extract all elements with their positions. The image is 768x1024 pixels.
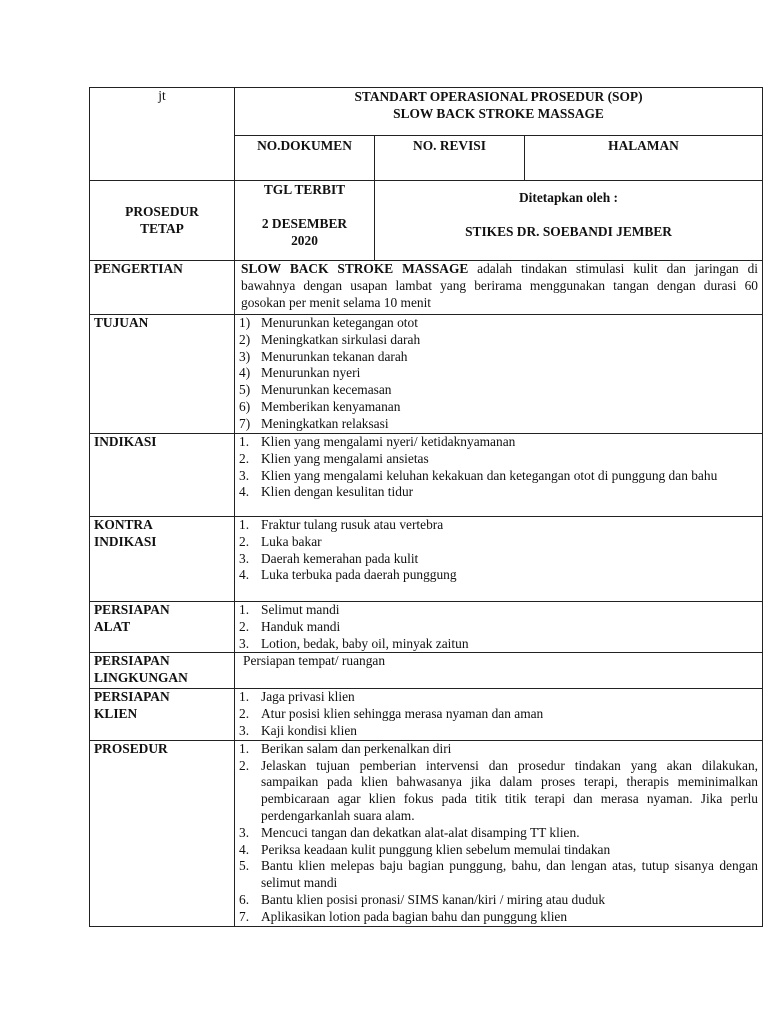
list-item-number: 1. xyxy=(239,434,250,449)
list-item xyxy=(239,636,758,653)
list-item xyxy=(239,842,758,859)
list-item xyxy=(239,706,758,723)
list-item-number: 4. xyxy=(239,484,250,500)
list-item-text: Menurunkan nyeri xyxy=(261,365,361,381)
list-item-number: 4. xyxy=(239,841,250,857)
list-item xyxy=(239,858,758,892)
list-item-number: 2) xyxy=(239,331,251,347)
list-item-number: 1. xyxy=(239,740,250,756)
list-item xyxy=(239,723,758,740)
list-item-number: 3. xyxy=(239,824,250,840)
list-item xyxy=(239,434,758,451)
list-item-number: 3. xyxy=(239,635,250,651)
list-item-number: 6) xyxy=(239,398,251,414)
list-item xyxy=(239,484,758,501)
list-item-number: 1. xyxy=(239,689,250,705)
list-item-text: Aplikasikan lotion pada bagian bahu dan punggung klien xyxy=(261,908,568,924)
list-item xyxy=(239,517,758,534)
list-item-number: 6. xyxy=(239,891,250,907)
pengertian-label: PENGERTIAN xyxy=(94,261,183,276)
indikasi-label: INDIKASI xyxy=(94,434,157,449)
list-item-text: Klien yang mengalami nyeri/ ketidaknyamanan xyxy=(261,434,516,449)
no-revisi-label: NO. REVISI xyxy=(413,138,486,153)
list-item-text: Jelaskan tujuan pemberian intervensi dan prosedur tindakan yang akan dilakukan, sampaikan pada klien bahwasanya jika dalam proses terapi, therapis meminimalkan pembicaraan agar klien fokus pada titik titik terapi dan merasa nyaman. Jika perlu perdengarkanlah suara alam. xyxy=(261,757,758,823)
no-dokumen-label: NO.DOKUMEN xyxy=(257,138,352,153)
list-item-text: Meningkatkan sirkulasi darah xyxy=(261,331,421,347)
klien-label: PERSIAPAN KLIEN xyxy=(94,689,170,722)
prosedur-label: PROSEDUR xyxy=(94,740,168,756)
prosedur-tetap-label: PROSEDUR TETAP xyxy=(125,203,199,236)
no-dokumen-cell xyxy=(235,136,375,181)
ditetapkan-label: Ditetapkan oleh : xyxy=(519,190,618,205)
list-item xyxy=(239,399,758,416)
list-item-number: 3. xyxy=(239,550,250,566)
ditetapkan-value: STIKES DR. SOEBANDI JEMBER xyxy=(465,223,672,239)
alat-list xyxy=(239,602,758,652)
prosedur-tetap-cell xyxy=(90,181,235,261)
title-cell xyxy=(235,88,763,136)
lingkungan-label: PERSIAPAN LINGKUNGAN xyxy=(94,653,188,686)
klien-list xyxy=(239,689,758,739)
list-item xyxy=(239,741,758,758)
list-item xyxy=(239,315,758,332)
list-item-number: 3) xyxy=(239,348,251,364)
list-item-number: 7) xyxy=(239,415,251,431)
kontra-label: KONTRA INDIKASI xyxy=(94,517,157,549)
list-item-number: 1) xyxy=(239,315,251,330)
list-item-text: Klien dengan kesulitan tidur xyxy=(261,484,414,500)
list-item xyxy=(239,909,758,926)
list-item-text: Klien yang mengalami keluhan kekakuan dan ketegangan otot di punggung dan bahu xyxy=(261,467,718,483)
list-item-number: 2. xyxy=(239,450,250,466)
list-item-number: 3. xyxy=(239,722,250,738)
indikasi-cell xyxy=(235,434,763,517)
list-item-text: Luka bakar xyxy=(261,533,322,549)
prosedur-cell xyxy=(235,740,763,926)
tujuan-label-cell xyxy=(90,315,235,434)
halaman-cell xyxy=(525,136,763,181)
list-item-text: Handuk mandi xyxy=(261,618,341,634)
tujuan-cell xyxy=(235,315,763,434)
ditetapkan-cell xyxy=(375,181,763,261)
list-item-text: Selimut mandi xyxy=(261,602,340,617)
list-item xyxy=(239,619,758,636)
tgl-terbit-cell xyxy=(235,181,375,261)
alat-label-cell xyxy=(90,602,235,653)
list-item xyxy=(239,602,758,619)
list-item xyxy=(239,689,758,706)
list-item-number: 5) xyxy=(239,382,251,398)
list-item-number: 7. xyxy=(239,908,250,924)
list-item xyxy=(239,551,758,568)
list-item xyxy=(239,365,758,382)
pengertian-term: SLOW BACK STROKE MASSAGE xyxy=(241,261,469,276)
alat-cell xyxy=(235,602,763,653)
pengertian-label-cell xyxy=(90,261,235,315)
list-item-text: Fraktur tulang rusuk atau vertebra xyxy=(261,517,444,532)
kontra-cell xyxy=(235,517,763,602)
tgl-terbit-label: TGL TERBIT xyxy=(263,182,346,197)
indikasi-list xyxy=(239,434,758,501)
list-item xyxy=(239,349,758,366)
list-item-text: Luka terbuka pada daerah punggung xyxy=(261,567,457,583)
list-item-text: Bantu klien posisi pronasi/ SIMS kanan/kiri / miring atau duduk xyxy=(261,891,606,907)
list-item xyxy=(239,416,758,433)
list-item-number: 3. xyxy=(239,467,250,483)
list-item-text: Memberikan kenyamanan xyxy=(261,398,401,414)
list-item xyxy=(239,567,758,584)
list-item-text: Mencuci tangan dan dekatkan alat-alat disamping TT klien. xyxy=(261,824,580,840)
list-item xyxy=(239,534,758,551)
kontra-label-cell xyxy=(90,517,235,602)
kontra-list xyxy=(239,517,758,584)
klien-label-cell xyxy=(90,689,235,740)
list-item-text: Jaga privasi klien xyxy=(261,689,355,705)
list-item-number: 2. xyxy=(239,533,250,549)
pengertian-cell xyxy=(235,261,763,315)
list-item-text: Menurunkan ketegangan otot xyxy=(261,315,418,330)
prosedur-list xyxy=(239,741,758,926)
sop-table xyxy=(89,87,763,927)
list-item xyxy=(239,825,758,842)
lingkungan-label-cell xyxy=(90,653,235,689)
list-item xyxy=(239,451,758,468)
list-item-number: 2. xyxy=(239,706,250,722)
alat-label: PERSIAPAN ALAT xyxy=(94,602,170,634)
lingkungan-text: Persiapan tempat/ ruangan xyxy=(243,653,386,669)
list-item-number: 1. xyxy=(239,517,250,532)
halaman-label: HALAMAN xyxy=(608,138,679,153)
list-item xyxy=(239,332,758,349)
list-item-number: 4) xyxy=(239,365,251,381)
lingkungan-cell xyxy=(235,653,763,689)
tujuan-list xyxy=(239,315,758,433)
list-item-text: Periksa keadaan kulit punggung klien sebelum memulai tindakan xyxy=(261,841,611,857)
document-title: STANDART OPERASIONAL PROSEDUR (SOP) xyxy=(354,89,643,104)
document-subtitle: SLOW BACK STROKE MASSAGE xyxy=(393,105,604,121)
list-item-number: 4. xyxy=(239,567,250,583)
klien-cell xyxy=(235,689,763,740)
list-item-number: 5. xyxy=(239,858,250,874)
corner-text: jt xyxy=(158,88,166,103)
list-item-text: Bantu klien melepas baju bagian punggung, bahu, dan lengan atas, tutup sisanya dengan selimut mandi xyxy=(261,858,758,891)
corner-cell xyxy=(90,88,235,181)
list-item-text: Lotion, bedak, baby oil, minyak zaitun xyxy=(261,635,469,651)
list-item-number: 2. xyxy=(239,757,250,773)
tujuan-label: TUJUAN xyxy=(94,315,149,330)
prosedur-label-cell xyxy=(90,740,235,926)
list-item-text: Meningkatkan relaksasi xyxy=(261,415,389,431)
list-item-text: Kaji kondisi klien xyxy=(261,722,357,738)
list-item-text: Klien yang mengalami ansietas xyxy=(261,450,429,466)
list-item xyxy=(239,382,758,399)
list-item-text: Berikan salam dan perkenalkan diri xyxy=(261,740,452,756)
no-revisi-cell xyxy=(375,136,525,181)
list-item xyxy=(239,892,758,909)
list-item xyxy=(239,468,758,485)
list-item-text: Daerah kemerahan pada kulit xyxy=(261,550,419,566)
tgl-terbit-value: 2 DESEMBER 2020 xyxy=(261,215,348,248)
list-item-text: Menurunkan kecemasan xyxy=(261,382,392,398)
indikasi-label-cell xyxy=(90,434,235,517)
list-item-text: Menurunkan tekanan darah xyxy=(261,348,408,364)
pengertian-text: adalah tindakan stimulasi kulit dan jaringan di bawahnya dengan usapan lambat yang berirama menggunakan tangan dengan durasi 60 gosokan per menit selama 10 menit xyxy=(241,261,758,310)
list-item-number: 1. xyxy=(239,602,250,617)
list-item-number: 2. xyxy=(239,618,250,634)
list-item-text: Atur posisi klien sehingga merasa nyaman dan aman xyxy=(261,706,544,722)
list-item xyxy=(239,758,758,825)
